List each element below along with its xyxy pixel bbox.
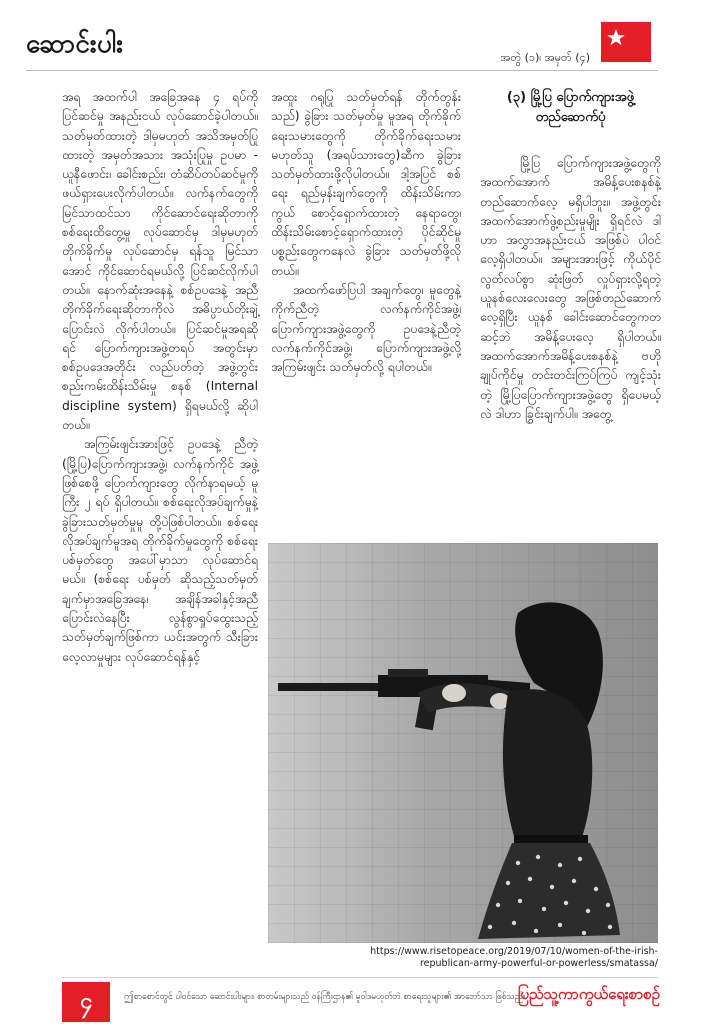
section-heading: (၃) မြို့ပြ ပြောက်ကျားအဖွဲ့ တည်ဆောက်ပုံ <box>506 90 635 125</box>
header-divider <box>26 70 658 71</box>
article-column-2 <box>271 88 461 528</box>
footer-divider <box>62 977 658 978</box>
star-icon <box>605 24 647 60</box>
red-flag-icon <box>601 22 651 62</box>
paragraph: မြို့ပြ ပြောက်ကျားအဖွဲ့တွေကို အထက်အောက် အမိန့်ပေးစနစ်နဲ့ တည်ဆောက်လေ့ မရှိပါဘူး။ အဖွဲ့တွင်း အထက်အောက်ဖွဲ့စည်းမှုမျိုး ရှိရင်လဲ ဒါဟာ အလွှာအနည်းငယ် အဖြစ်ပဲ ပါဝင်လေ့ရှိပါတယ်။ အများအားဖြင့် ကိုယ်ပိုင်လွတ်လပ်စွာ ဆုံးဖြတ် လှုပ်ရှားလို့ရတဲ့ ယူနစ်လေးလေးတွေ အဖြစ်တည်ဆောက်လေ့ရှိပြီး ယူနစ် ခေါင်းဆောင်တွေကတဆင့်ဘဲ အမိန့်ပေးလေ့ ရှိပါတယ်။ အထက်အောက်အမိန့်ပေးစနစ်နဲ့ ဗဟိုချုပ်ကိုင်မှု တင်းတင်းကြပ်ကြပ် ကျင့်သုံးတဲ့ မြို့ပြပြောက်ကျားအဖွဲ့တွေ ရှိပေမယ့်လဲ ဒါဟာ ခြွင်းချက်ပါ။ အတွေ့ <box>480 156 661 421</box>
paragraph: အထူး ဂရုပြု သတ်မှတ်ရန် တိုက်တွန်းသည်) ခွဲခြား သတ်မှတ်မှု မူအရ တိုက်ခိုက်ရေးသမားတွေကို တိုက်ခိုက်ရေးသမား မဟုတ်သူ (အရပ်သားတွေ)ဆီက ခွဲခြားသတ်မှတ်ထားဖို့လိုပါတယ်။ ဒါ့အပြင် စစ်ရေး ရည်မှန်းချက်တွေကို ထိန်းသိမ်းကာကွယ် စောင့်ရှောက်ထားတဲ့ နေရာတွေ၊ ထိန်းသိမ်းစောင့်ရှောက်ထားတဲ့ ပိုင်ဆိုင်မှု ပစ္စည်းတွေကနေလဲ ခွဲခြား သတ်မှတ်ဖို့လိုတယ်။ <box>271 90 461 278</box>
publication-brand: ပြည်သူ့ကာကွယ်ရေးစာစဉ် <box>517 985 660 1003</box>
article-photo <box>268 543 658 943</box>
woman-with-rifle-illustration <box>268 543 658 943</box>
paragraph: အထက်ဖော်ပြပါ အချက်တွေ၊ မူတွေနဲ့ ကိုက်ညီတဲ့ လက်နက်ကိုင်အဖွဲ့၊ ပြောက်ကျားအဖွဲ့တွေကို ဥပဒေနဲ့ညီတဲ့ လက်နက်ကိုင်အဖွဲ့၊ ပြောက်ကျားအဖွဲ့လို့ အကြမ်းဖျင်း သတ်မှတ်လို့ ရပါတယ်။ <box>271 282 461 375</box>
section-title: ဆောင်းပါး <box>26 29 124 59</box>
page-number: ၄ <box>62 982 110 1022</box>
article-column-3 <box>480 88 661 528</box>
paragraph: အကြမ်းဖျင်းအားဖြင့် ဥပဒေနဲ့ ညီတဲ့ (မြို့ပြ)ပြောက်ကျားအဖွဲ့၊ လက်နက်ကိုင် အဖွဲ့ ဖြစ်စေဖို့ ပြောက်ကျားတွေ လိုက်နာရမယ့် မူကြီး ၂ ရပ် ရှိပါတယ်။ စစ်ရေးလိုအပ်ချက်မှုနဲ့ခွဲခြားသတ်မှတ်မှုမူ တို့ပဲဖြစ်ပါတယ်။ စစ်ရေးလိုအပ်ချက်မူအရ တိုက်ခိုက်မှုတွေကို စစ်ရေးပစ်မှတ်တွေ အပေါ်မှာသာ လုပ်ဆောင်ရမယ်။ (စစ်ရေး ပစ်မှတ် ဆိုသည့်သတ်မှတ်ချက်မှာအခြေအနေ၊ အချိန်အခါနှင့်အညီ ပြောင်းလဲနေပြီး လွန်စွာရှုပ်ထွေးသည့်သတ်မှတ်ချက်ဖြစ်ကာ ယင်းအတွက် သီးခြားလေ့လာမှုများ လုပ်ဆောင်ရန်နှင့် <box>62 437 258 664</box>
issue-info: အတွဲ (၁)၊ အမှတ် (၄) <box>500 51 590 64</box>
footer-disclaimer: ဤစာစောင်တွင် ပါဝင်သော ဆောင်းပါးများ၊ စာတမ်းများသည် ဝန်ကြီးဌာန၏ မူဝါဒမဟုတ်ဘဲ စာရေးသူများ၏ အာဘော်သာ ဖြစ်သည်။ <box>124 992 526 1002</box>
article-column-1 <box>62 88 258 966</box>
photo-credit-url: https://www.risetopeace.org/2019/07/10/women-of-the-irish-republican-army-powerful-or-powerless/smatassa/ <box>370 946 658 969</box>
paragraph: အရ အထက်ပါ အခြေအနေ ၄ ရပ်ကို ပြင်ဆင်မှု အနည်းငယ် လုပ်ဆောင်ခဲ့ပါတယ်။ သတ်မှတ်ထားတဲ့ ဒါမှမဟုတ် အသိအမှတ်ပြုထားတဲ့ အမှတ်အသား အသုံးပြုမှု ဥပမာ - ယူနီဖောင်း၊ ခေါင်းစည်း၊ တံဆိပ်တပ်ဆင်မှုကို ဖယ်ရှားပေးလိုက်ပါတယ်။ လက်နက်တွေကို မြင်သာထင်သာ ကိုင်ဆောင်ရေးဆိုတာကို စစ်ရေးထိတွေ့မှု လုပ်ဆောင်မှ ဒါမှမဟုတ် တိုက်ခိုက်မှု လုပ်ဆောင်မှ ရန်သူ မြင်သာအောင် ကိုင်ဆောင်ရမယ်လို့ ပြင်ဆင်လိုက်ပါတယ်။ နောက်ဆုံးအနေနဲ့ စစ်ဥပဒေနဲ့ အညီ တိုက်ခိုက်ရေးဆိုတာကိုလဲ အဓိပ္ပာယ်တိုးချဲ့ ပြောင်းလဲ လိုက်ပါတယ်။ ပြင်ဆင်မှုအရဆိုရင် ပြောက်ကျားအဖွဲ့တရပ် အတွင်းမှာ စစ်ဥပဒေအတိုင်း လည်ပတ်တဲ့ အဖွဲ့တွင်းစည်းကမ်းထိန်းသိမ်းမှု စနစ် (Internal discipline system) ရှိရမယ်လို့ ဆိုပါတယ်။ <box>62 90 258 433</box>
